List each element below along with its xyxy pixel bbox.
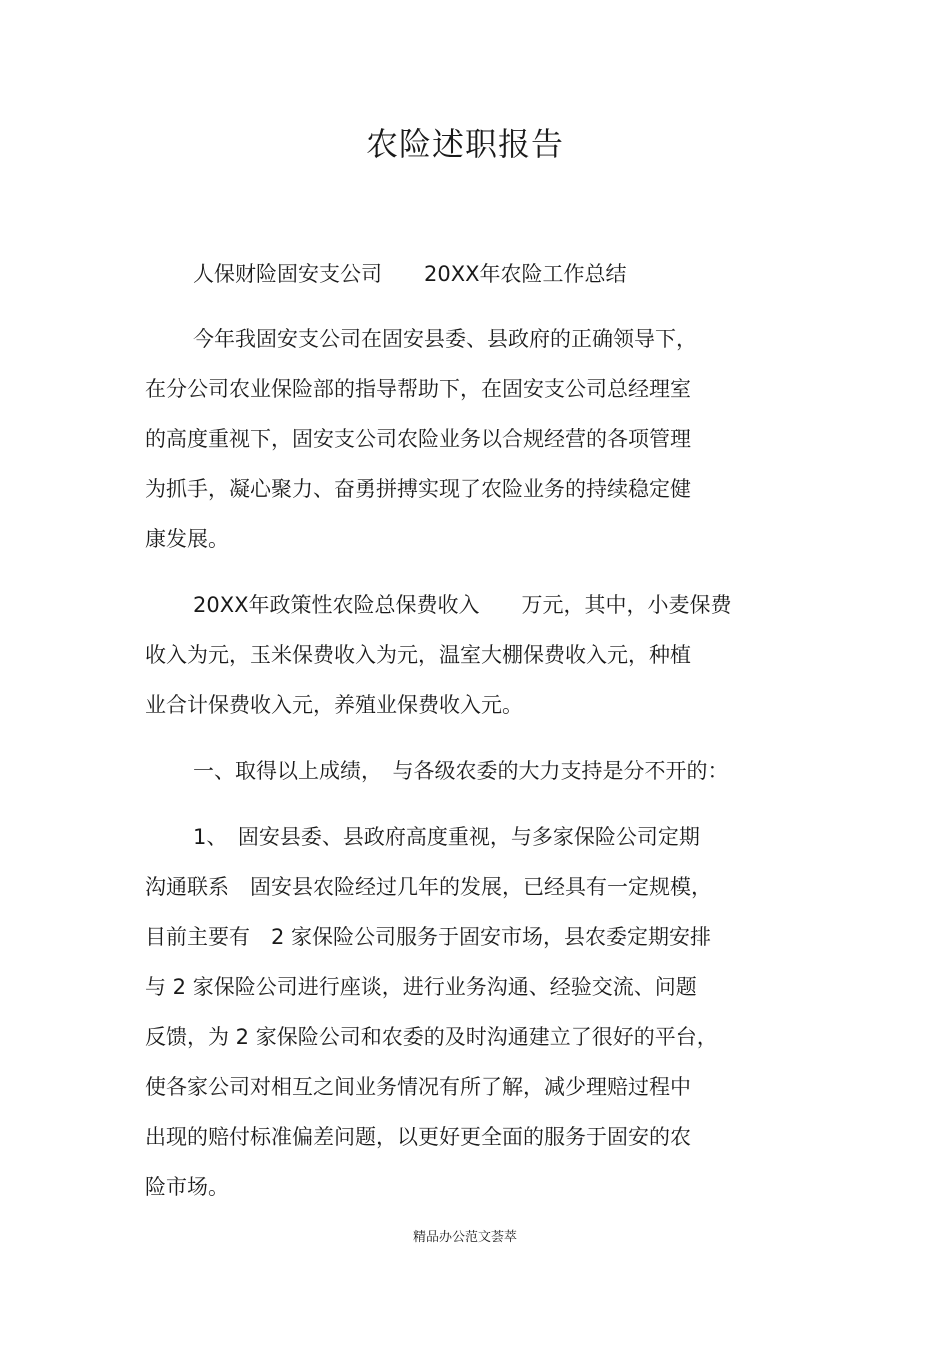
- document-title: 农险述职报告: [365, 125, 564, 163]
- page-footer: 精品办公范文荟萃: [412, 1230, 517, 1245]
- section-heading: 一、取得以上成绩， 与各级农委的大力支持是分不开的：: [193, 759, 729, 783]
- body-line: 出现的赔付标准偏差问题，以更好更全面的服务于固安的农: [145, 1125, 691, 1149]
- body-line: 使各家公司对相互之间业务情况有所了解，减少理赔过程中: [145, 1075, 691, 1099]
- body-line: 今年我固安支公司在固安县委、县政府的正确领导下，: [193, 327, 697, 351]
- body-line: 与 2 家保险公司进行座谈，进行业务沟通、经验交流、问题: [145, 975, 697, 999]
- body-line: 的高度重视下，固安支公司农险业务以合规经营的各项管理: [145, 427, 691, 451]
- body-line: 20XX年政策性农险总保费收入 万元，其中，小麦保费: [193, 593, 732, 617]
- body-line: 为抓手，凝心聚力、奋勇拼搏实现了农险业务的持续稳定健: [145, 477, 691, 501]
- body-line: 业合计保费收入元，养殖业保费收入元。: [145, 693, 523, 717]
- body-line: 收入为元，玉米保费收入为元，温室大棚保费收入元，种植: [145, 643, 691, 667]
- body-line: 康发展。: [145, 527, 229, 551]
- body-line: 目前主要有 2 家保险公司服务于固安市场，县农委定期安排: [145, 925, 712, 949]
- body-line-subtitle: 人保财险固安支公司 20XX年农险工作总结: [193, 262, 627, 286]
- body-line: 1、 固安县委、县政府高度重视，与多家保险公司定期: [193, 825, 700, 849]
- body-line: 在分公司农业保险部的指导帮助下，在固安支公司总经理室: [145, 377, 691, 401]
- body-line: 反馈，为 2 家保险公司和农委的及时沟通建立了很好的平台，: [145, 1025, 718, 1049]
- body-line: 沟通联系 固安县农险经过几年的发展，已经具有一定规模，: [145, 875, 712, 899]
- body-line: 险市场。: [145, 1175, 229, 1199]
